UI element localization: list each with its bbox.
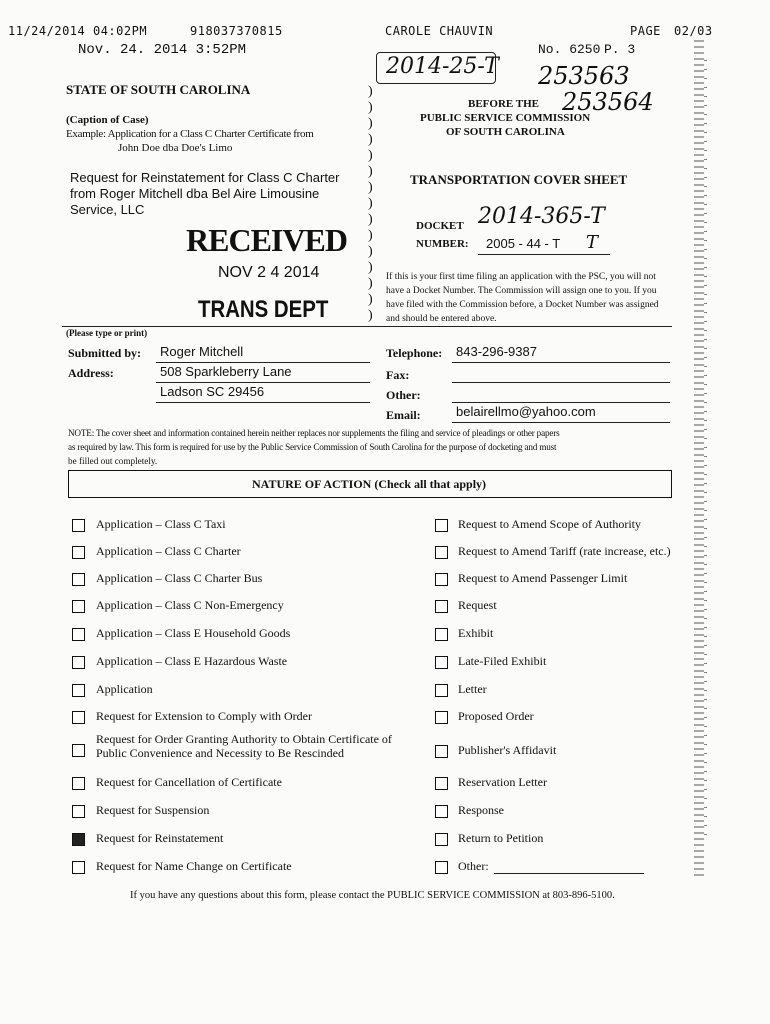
left-label-line-2: Public Convenience and Necessity to Be Rescinded [96, 746, 344, 760]
left-checkbox[interactable] [72, 861, 85, 874]
address-line-2[interactable]: Ladson SC 29456 [160, 384, 265, 399]
paren-column: ) ) ) ) ) ) ) ) ) ) ) ) ) ) ) [368, 84, 373, 323]
handwritten-number-2: 253564 [562, 88, 654, 116]
left-checkbox[interactable] [72, 600, 85, 613]
docket-note-3: have filed with the Commission before, a Docket Number was assigned [386, 300, 659, 310]
address-underline-2 [156, 402, 370, 403]
commission-state: OF SOUTH CAROLINA [446, 126, 565, 138]
fax-datetime: 11/24/2014 04:02PM [8, 24, 148, 38]
left-label: Request for Reinstatement [96, 831, 224, 845]
right-label: Response [458, 803, 504, 817]
docket-note-2: have a Docket Number. The Commission will assign one to you. If you [386, 286, 657, 296]
submitted-underline [156, 362, 370, 363]
left-checkbox[interactable] [72, 546, 85, 559]
left-checkbox[interactable] [72, 711, 85, 724]
telephone-value[interactable]: 843-296-9387 [456, 344, 537, 359]
left-checkbox[interactable] [72, 573, 85, 586]
case-line-2: from Roger Mitchell dba Bel Aire Limousine [70, 186, 320, 201]
scan-edge-mark [694, 40, 704, 880]
right-checkbox[interactable] [435, 546, 448, 559]
left-checkbox[interactable] [72, 805, 85, 818]
note-line-2: as required by law. This form is required for use by the Public Service Commission of South Carolina for the purpose of docketing and must [68, 442, 557, 452]
fax-number: 918037370815 [190, 24, 283, 38]
received-stamp: RECEIVED [186, 222, 347, 258]
right-label: Exhibit [458, 626, 494, 640]
right-label: Return to Petition [458, 831, 544, 845]
right-label: Publisher's Affidavit [458, 743, 557, 757]
docket-note-4: and should be entered above. [386, 314, 497, 324]
fax-sender: CAROLE CHAUVIN [385, 24, 494, 38]
handwritten-docket-suffix: T [586, 232, 599, 253]
received-date: NOV 2 4 2014 [218, 264, 320, 281]
docket-note-1: If this is your first time filing an application with the PSC, you will not [386, 272, 656, 282]
address-underline-1 [156, 382, 370, 383]
right-label: Other: [458, 859, 489, 873]
other-label: Other: [386, 388, 421, 402]
right-checkbox[interactable] [435, 600, 448, 613]
other-underline [452, 402, 670, 403]
right-label: Reservation Letter [458, 775, 547, 789]
right-checkbox[interactable] [435, 833, 448, 846]
case-line-1: Request for Reinstatement for Class C Charter [70, 170, 340, 185]
left-checkbox[interactable] [72, 628, 85, 641]
right-label: Letter [458, 682, 487, 696]
right-checkbox[interactable] [435, 805, 448, 818]
right-checkbox[interactable] [435, 861, 448, 874]
right-checkbox[interactable] [435, 684, 448, 697]
fax-page: P. 3 [604, 42, 636, 57]
left-checkbox[interactable] [72, 777, 85, 790]
before-the: BEFORE THE [468, 98, 540, 110]
right-checkbox[interactable] [435, 573, 448, 586]
fax-page-label: PAGE [630, 24, 661, 38]
case-line-3: Service, LLC [70, 202, 145, 217]
right-label: Request to Amend Scope of Authority [458, 517, 641, 531]
right-label: Request [458, 598, 497, 612]
left-label: Request for Order Granting Authority to Obtain Certificate of [96, 732, 392, 746]
note-line-3: be filled out completely. [68, 456, 158, 466]
submitted-label: Submitted by: [68, 346, 142, 360]
right-checkbox[interactable] [435, 628, 448, 641]
right-checkbox[interactable] [435, 711, 448, 724]
received-time: Nov. 24. 2014 3:52PM [78, 42, 247, 58]
left-checkbox[interactable] [72, 684, 85, 697]
telephone-underline [452, 362, 670, 363]
docket-label: DOCKET [416, 220, 464, 232]
right-label: Proposed Order [458, 709, 534, 723]
email-value[interactable]: belairellmo@yahoo.com [456, 404, 596, 419]
left-label: Request for Extension to Comply with Order [96, 709, 312, 723]
left-checkbox[interactable] [72, 744, 85, 757]
telephone-label: Telephone: [386, 346, 443, 360]
commission-name: PUBLIC SERVICE COMMISSION [420, 112, 591, 124]
fax-no: No. 6250 [538, 42, 601, 57]
email-label: Email: [386, 408, 421, 422]
address-line-1[interactable]: 508 Sparkleberry Lane [160, 364, 292, 379]
left-checkbox[interactable] [72, 519, 85, 532]
left-label: Application – Class C Taxi [96, 517, 226, 531]
fax-underline [452, 382, 670, 383]
handwritten-number-1: 253563 [538, 62, 630, 90]
example-line-1: Example: Application for a Class C Charter Certificate from [66, 128, 314, 140]
right-label: Request to Amend Passenger Limit [458, 571, 628, 585]
note-line-1: NOTE: The cover sheet and information contained herein neither replaces nor supplements the filing and service of pleadings or other papers [68, 428, 560, 438]
example-line-2: John Doe dba Doe's Limo [118, 142, 233, 154]
number-underline [478, 254, 610, 255]
left-label: Request for Name Change on Certificate [96, 859, 292, 873]
left-label: Request for Cancellation of Certificate [96, 775, 282, 789]
left-label: Request for Suspension [96, 803, 210, 817]
number-label: NUMBER: [416, 238, 469, 250]
left-checkbox[interactable] [72, 656, 85, 669]
sheet-title: TRANSPORTATION COVER SHEET [410, 172, 628, 187]
right-label: Request to Amend Tariff (rate increase, etc.) [458, 544, 671, 558]
left-label: Application – Class C Non-Emergency [96, 598, 284, 612]
section-rule [62, 326, 672, 327]
scan-edge-mark-2 [704, 60, 707, 840]
handwritten-file-number: 2014-25-T [386, 54, 499, 79]
submitted-value[interactable]: Roger Mitchell [160, 344, 244, 359]
left-label: Application – Class E Hazardous Waste [96, 654, 288, 668]
right-checkbox[interactable] [435, 745, 448, 758]
address-label: Address: [68, 366, 114, 380]
state-title: STATE OF SOUTH CAROLINA [66, 82, 251, 97]
left-label: Application [96, 682, 153, 696]
right-checkbox[interactable] [435, 777, 448, 790]
left-checkbox[interactable] [72, 833, 85, 846]
left-label: Application – Class C Charter [96, 544, 241, 558]
nature-of-action-title: NATURE OF ACTION (Check all that apply) [252, 477, 487, 491]
left-label: Application – Class E Household Goods [96, 626, 291, 640]
handwritten-docket: 2014-365-T [478, 204, 605, 229]
right-checkbox[interactable] [435, 656, 448, 669]
trans-dept: TRANS DEPT [198, 296, 329, 323]
number-value: 2005 - 44 - T [486, 236, 561, 251]
other-underline-line [494, 873, 644, 874]
footer-contact: If you have any questions about this form, please contact the PUBLIC SERVICE COMMISSION at 803-896-5100. [130, 890, 615, 901]
fax-page-value: 02/03 [674, 24, 713, 38]
left-label: Application – Class C Charter Bus [96, 571, 263, 585]
email-underline [452, 422, 670, 423]
fax-label: Fax: [386, 368, 410, 382]
right-label: Late-Filed Exhibit [458, 654, 547, 668]
caption-label: (Caption of Case) [66, 114, 149, 126]
right-checkbox[interactable] [435, 519, 448, 532]
print-note: (Please type or print) [66, 328, 148, 338]
